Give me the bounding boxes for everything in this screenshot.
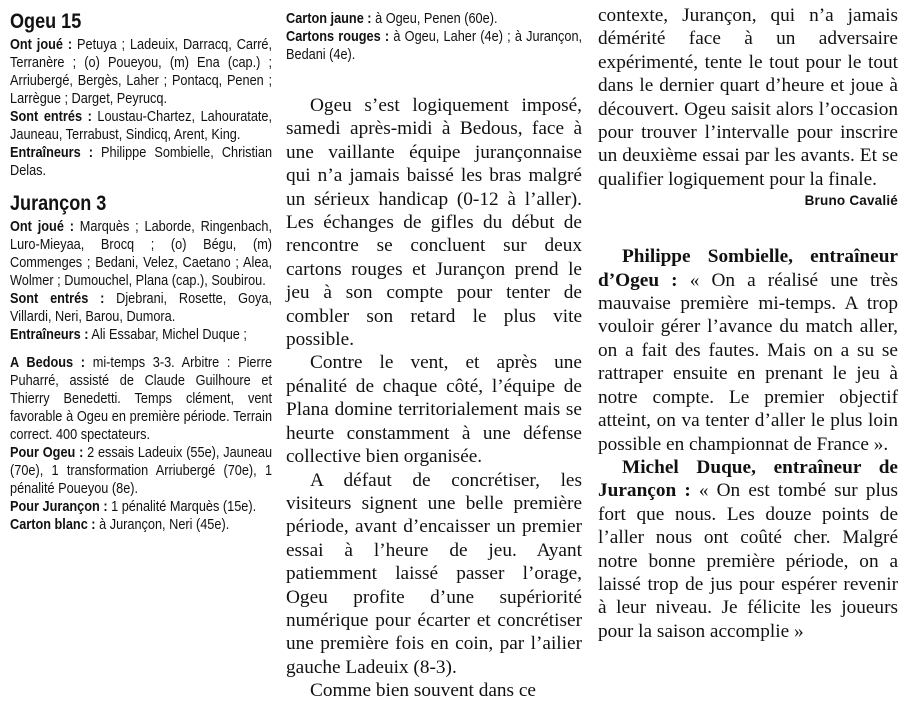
ogeu-scorers: Pour Ogeu : 2 essais Ladeuix (55e), Jauneau (70e), 1 transformation Arriubergé (70e), 1 pénalité Poueyou (8e). <box>10 445 273 497</box>
article-paragraph: Comme bien souvent dans ce <box>310 680 536 702</box>
jurancon-substitutes: Sont entrés : Djebrani, Rosette, Goya, Villardi, Neri, Barou, Dumora. <box>10 291 273 325</box>
article-paragraph: Ogeu s’est logiquement imposé, samedi après-midi à Bedous, face à une vaillante équipe jurançonnaise qui n’a jamais baissé les bras malgré un sérieux handicap (0-12 à l’aller). Les échanges de gifles du début de rencontre se concluent sur deux cartons rouges et Jurançon prend le jeu à son compte pour tenter de combler son retard le plus vite possible. <box>286 95 582 351</box>
ogeu-lineup: Ont joué : Petuya ; Ladeuix, Darracq, Carré, Terranère ; (o) Poueyou, (m) Ena (cap.) ; Arriubergé, Bergès, Laher ; Pontacq, Penen ; Larrègue ; Darget, Peyrucq. <box>10 37 273 107</box>
match-sheet-column <box>10 0 272 534</box>
quote-duque: Michel Duque, entraîneur de Jurançon : « On est tombé sur plus fort que nous. Les douze points de l’aller nous ont coûté cher. Malgré notre bonne première période, on a laissé trop de jus pour espérer revenir à leur niveau. Je félicite les joueurs pour la saison accomplie » <box>598 456 898 642</box>
quote-sombielle: Philippe Sombielle, entraîneur d’Ogeu : « On a réalisé une très mauvaise première mi-temps. A trop vouloir gérer l’avance du match aller, on a fait des fautes. Mais on a su se rattraper ensuite en prenant le jeu à notre compte. Le premier objectif atteint, on va tenter d’aller le plus loin possible en championnat de France ». <box>598 246 898 455</box>
jurancon-lineup: Ont joué : Marquès ; Laborde, Ringenbach, Luro-Mieyaa, Brocq ; (o) Bégu, (m) Commenges ; Bedani, Velez, Caetano ; Alea, Wolmer ; Dumouchel, Plana (cap.), Soubirou. <box>10 219 273 289</box>
red-cards: Cartons rouges : à Ogeu, Laher (4e) ; à Jurançon, Bedani (4e). <box>286 29 583 63</box>
article-paragraph: A défaut de concrétiser, les visiteurs signent une belle première période, avant d’encaisser un premier essai à l’heure de jeu. Ayant patiemment laissé passer l’orage, Ogeu profite d’une supériorité numérique pour écarter et concrétiser une première fois en coin, par l’ailier gauche Ladeuix (8-3). <box>286 469 582 678</box>
ogeu-substitutes: Sont entrés : Loustau-Chartez, Lahouratate, Jauneau, Terrabust, Sindicq, Arent, King. <box>10 109 273 143</box>
white-card: Carton blanc : à Jurançon, Neri (45e). <box>10 517 230 533</box>
article-column-middle <box>286 0 582 703</box>
ogeu-coaches: Entraîneurs : Philippe Sombielle, Christian Delas. <box>10 145 273 179</box>
jurancon-scorers: Pour Jurançon : 1 pénalité Marquès (15e). <box>10 499 257 515</box>
author-byline: Bruno Cavalié <box>804 193 898 209</box>
team-jurancon-heading: Jurançon 3 <box>10 192 107 215</box>
yellow-card: Carton jaune : à Ogeu, Penen (60e). <box>286 11 498 27</box>
article-paragraph: Contre le vent, et après une pénalité de chaque côté, l’équipe de Plana domine territorialement mais se heurte constamment à une défense collective bien organisée. <box>286 352 582 468</box>
team-ogeu-heading: Ogeu 15 <box>10 10 82 33</box>
article-column-right <box>598 0 898 643</box>
article-paragraph: contexte, Jurançon, qui n’a jamais démérité face à un adversaire expérimenté, tente le tout pour le tout dans le dernier quart d’heure et joue à découvert. Ogeu saisit alors l’occasion pour trouver l’intervalle pour inscrire un deuxième essai par les avants. Et se qualifier logiquement pour la finale. <box>598 5 898 190</box>
match-details: A Bedous : mi-temps 3-3. Arbitre : Pierre Puharré, assisté de Claude Guilhoure et Thierry Benedetti. Temps clément, vent favorable à Ogeu en première période. Terrain correct. 400 spectateurs. <box>10 355 273 443</box>
jurancon-coaches: Entraîneurs : Ali Essabar, Michel Duque ; <box>10 327 247 343</box>
